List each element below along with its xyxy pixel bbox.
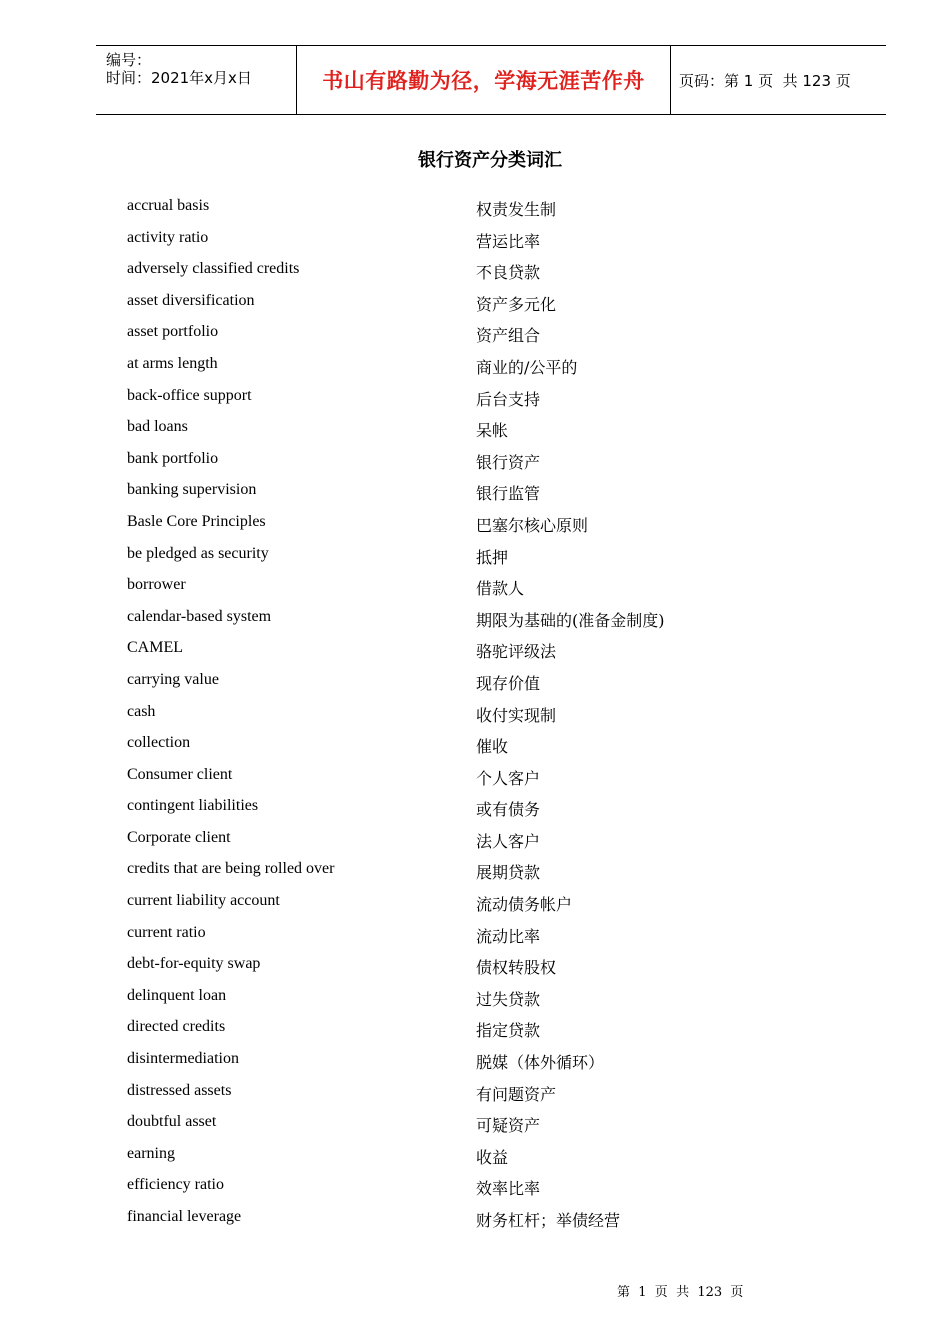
english-term: bank portfolio: [127, 449, 219, 467]
glossary-row: [127, 195, 767, 227]
header-meta-cell: [96, 46, 297, 114]
english-term: financial leverage: [127, 1208, 242, 1225]
english-term: activity ratio: [127, 228, 209, 246]
header-table: [96, 45, 886, 115]
glossary-row: [127, 764, 767, 796]
english-term: Basle Core Principles: [127, 512, 266, 530]
english-term: contingent liabilities: [127, 797, 259, 815]
chinese-translation: 资产多元化: [476, 294, 557, 314]
chinese-translation: 个人客户: [476, 768, 541, 788]
glossary-row: [127, 795, 767, 827]
chinese-translation: 权责发生制: [476, 200, 557, 219]
chinese-translation: 债权转股权: [476, 958, 557, 978]
chinese-translation: 后台支持: [476, 389, 541, 409]
glossary-row: [127, 258, 767, 290]
document-title: 银行资产分类词汇: [418, 150, 562, 171]
english-term: back-office support: [127, 386, 252, 404]
english-term: current liability account: [127, 892, 280, 910]
english-term: carrying value: [127, 670, 219, 688]
glossary-row: [127, 1048, 767, 1080]
chinese-translation: 流动债务帐户: [476, 895, 573, 915]
english-term: efficiency ratio: [127, 1176, 224, 1194]
glossary-row: [127, 1206, 767, 1238]
chinese-translation: 或有债务: [476, 800, 541, 820]
glossary-row: [127, 385, 767, 417]
glossary-row: [127, 290, 767, 322]
chinese-translation: 商业的/公平的: [476, 357, 578, 377]
english-term: borrower: [127, 576, 186, 594]
header-page-cell: [671, 46, 886, 114]
glossary-row: [127, 321, 767, 353]
chinese-translation: 资产组合: [476, 326, 541, 346]
chinese-translation: 展期贷款: [476, 863, 541, 883]
english-term: at arms length: [127, 354, 218, 372]
chinese-translation: 骆驼评级法: [476, 642, 557, 662]
english-term: banking supervision: [127, 481, 257, 499]
english-term: CAMEL: [127, 639, 183, 657]
glossary-row: [127, 479, 767, 511]
chinese-translation: 现存价值: [476, 673, 541, 693]
english-term: bad loans: [127, 418, 188, 436]
glossary-row: [127, 606, 767, 638]
chinese-translation: 财务杠杆；举债经营: [476, 1211, 621, 1230]
english-term: adversely classified credits: [127, 260, 300, 278]
glossary-row: [127, 858, 767, 890]
glossary-row: [127, 353, 767, 385]
glossary-row: [127, 1174, 767, 1206]
english-term: collection: [127, 734, 191, 752]
chinese-translation: 可疑资产: [476, 1116, 541, 1136]
glossary-row: [127, 669, 767, 701]
chinese-translation: 有问题资产: [476, 1084, 557, 1104]
glossary-row: [127, 701, 767, 733]
english-term: Consumer client: [127, 765, 233, 783]
chinese-translation: 法人客户: [476, 831, 541, 851]
glossary-row: [127, 985, 767, 1017]
chinese-translation: 收付实现制: [476, 705, 557, 725]
header-motto-cell: [297, 46, 671, 114]
glossary-row: [127, 227, 767, 259]
chinese-translation: 银行资产: [476, 452, 541, 472]
glossary-row: [127, 448, 767, 480]
english-term: Corporate client: [127, 828, 231, 846]
english-term: distressed assets: [127, 1081, 232, 1099]
time-label: 时间：2021年x月x日: [106, 69, 252, 87]
chinese-translation: 脱媒（体外循环）: [476, 1053, 605, 1073]
glossary-row: [127, 543, 767, 575]
glossary-row: [127, 890, 767, 922]
glossary-row: [127, 637, 767, 669]
chinese-translation: 催收: [476, 737, 509, 757]
chinese-translation: 期限为基础的(准备金制度): [476, 610, 665, 630]
chinese-translation: 效率比率: [476, 1179, 541, 1199]
page-footer: 第 1 页 共 123 页: [617, 1285, 744, 1300]
english-term: asset portfolio: [127, 323, 219, 341]
chinese-translation: 呆帐: [476, 421, 509, 441]
english-term: credits that are being rolled over: [127, 860, 335, 878]
chinese-translation: 不良贷款: [476, 263, 541, 283]
english-term: disintermediation: [127, 1050, 239, 1068]
chinese-translation: 抵押: [476, 547, 509, 567]
english-term: calendar-based system: [127, 607, 272, 625]
english-term: debt-for-equity swap: [127, 955, 261, 973]
glossary-row: [127, 953, 767, 985]
glossary-row: [127, 574, 767, 606]
english-term: be pledged as security: [127, 544, 269, 562]
glossary-row: [127, 827, 767, 859]
page-info: 页码：第 1 页 共 123 页: [679, 71, 851, 90]
english-term: asset diversification: [127, 291, 255, 309]
english-term: doubtful asset: [127, 1113, 217, 1131]
english-term: cash: [127, 702, 156, 720]
chinese-translation: 收益: [476, 1147, 509, 1167]
english-term: accrual basis: [127, 197, 210, 214]
english-term: directed credits: [127, 1018, 226, 1036]
chinese-translation: 指定贷款: [476, 1021, 541, 1041]
chinese-translation: 借款人: [476, 579, 525, 599]
glossary-row: [127, 1143, 767, 1175]
chinese-translation: 过失贷款: [476, 989, 541, 1009]
glossary-row: [127, 416, 767, 448]
english-term: delinquent loan: [127, 986, 227, 1004]
chinese-translation: 营运比率: [476, 231, 541, 251]
motto-text: 书山有路勤为径，学海无涯苦作舟: [322, 69, 645, 93]
english-term: current ratio: [127, 923, 206, 941]
glossary-row: [127, 511, 767, 543]
english-term: earning: [127, 1144, 175, 1162]
glossary-row: [127, 1080, 767, 1112]
glossary-row: [127, 732, 767, 764]
chinese-translation: 巴塞尔核心原则: [476, 515, 589, 535]
number-label: 编号：: [106, 51, 152, 69]
glossary-row: [127, 1016, 767, 1048]
glossary-list: [127, 195, 767, 1238]
chinese-translation: 银行监管: [476, 484, 541, 504]
glossary-row: [127, 922, 767, 954]
chinese-translation: 流动比率: [476, 926, 541, 946]
glossary-row: [127, 1111, 767, 1143]
